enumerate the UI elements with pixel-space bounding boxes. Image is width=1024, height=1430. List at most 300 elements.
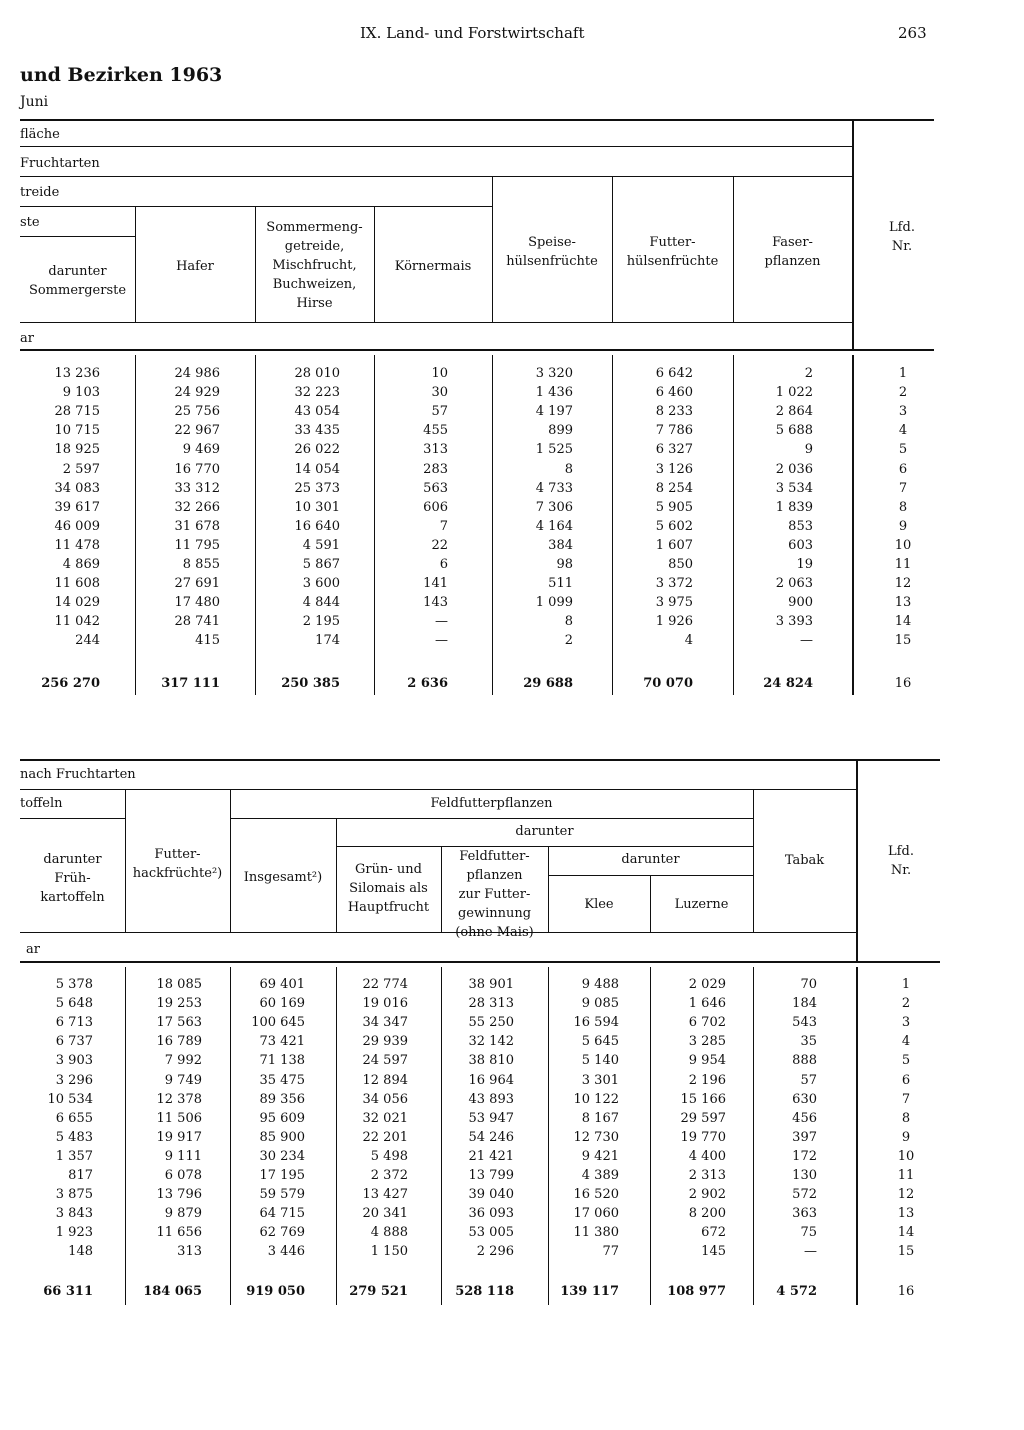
table-cell: 9 749 [164,1072,202,1088]
row-number: 14 [894,614,912,630]
row-number: 7 [898,480,908,496]
column-header: Insgesamt²) [243,870,323,885]
table-cell: 3 301 [581,1072,619,1088]
table-cell: 143 [423,595,448,611]
running-header: IX. Land- und Forstwirtschaft [360,24,585,42]
column-header: Hafer [176,259,214,274]
table-cell: 5 688 [775,423,813,439]
table-cell: 4 733 [535,480,573,496]
total-cell: 139 117 [560,1284,619,1299]
table-cell: 27 691 [174,576,220,592]
table-cell: 3 372 [655,576,693,592]
table-cell: 5 648 [55,996,93,1012]
rule [20,818,125,819]
rule [20,146,852,147]
table-cell: 17 480 [174,595,220,611]
table-cell: 6 327 [655,442,693,458]
header-darunter: darunter [515,824,574,839]
column-header: Luzerne [674,897,729,912]
table-cell: 8 167 [581,1110,619,1126]
page-number: 263 [898,24,927,42]
rule [20,759,940,761]
table-cell: 10 [431,366,448,381]
table-cell: 32 142 [468,1034,514,1050]
table-cell: 3 393 [775,614,813,630]
table-cell: 817 [68,1168,93,1183]
table-cell: 11 506 [156,1110,202,1126]
header-gerste: ste [20,215,40,230]
table-cell: 16 520 [573,1187,619,1203]
table-cell: 64 715 [259,1206,305,1222]
header-flaeche: fläche [20,127,60,142]
table-cell: 3 320 [535,366,573,381]
table-cell: 22 201 [362,1129,408,1145]
table-cell: 8 [564,614,573,630]
table-cell: 18 085 [156,977,202,992]
table-cell: 85 900 [259,1129,305,1145]
column-header: darunter Früh- kartoffeln [40,852,105,905]
table-cell: 2 372 [370,1168,408,1183]
table-cell: 455 [423,423,448,439]
table-cell: 70 [800,977,817,992]
table-cell: 1 525 [535,442,573,458]
table-cell: 4 869 [62,557,100,572]
table-cell: 19 770 [680,1129,726,1145]
table-cell: 888 [792,1053,817,1069]
rule [20,206,492,207]
total-cell: 279 521 [349,1284,408,1299]
table-cell: 24 929 [174,385,220,401]
table-cell: 11 042 [54,614,100,630]
table-cell: 13 236 [54,366,100,381]
table-cell: 28 741 [174,614,220,630]
table-cell: 28 313 [468,996,514,1012]
table-cell: 10 534 [47,1091,93,1107]
table-cell: 11 608 [54,576,100,592]
table-cell: 3 296 [55,1072,93,1088]
table-cell: 853 [788,518,813,534]
total-cell: 317 111 [161,676,220,691]
row-number: 4 [898,423,908,439]
table-cell: 39 040 [468,1187,514,1203]
table-cell: 25 756 [174,404,220,420]
table-cell: 19 016 [362,996,408,1012]
row-number: 1 [898,366,908,381]
table-cell: 2 063 [775,576,813,592]
table-cell: 43 893 [468,1091,514,1107]
table-cell: 283 [423,461,448,477]
rule [20,322,852,323]
table-cell: 5 602 [655,518,693,534]
table-cell: 2 296 [476,1244,514,1260]
table-cell: 60 169 [259,996,305,1012]
table-cell: 11 795 [174,537,220,553]
table-cell: 71 138 [259,1053,305,1069]
table-cell: 6 460 [655,385,693,401]
table-cell: 3 975 [655,595,693,611]
table-cell: 95 609 [259,1110,305,1126]
table-cell: 25 373 [294,480,340,496]
row-number: 9 [898,518,908,534]
table-cell: 3 843 [55,1206,93,1222]
total-cell: 108 977 [667,1284,726,1299]
table-cell: 17 060 [573,1206,619,1222]
table-cell: 89 356 [259,1091,305,1107]
table-cell: 8 [564,461,573,477]
row-number: 8 [898,499,908,515]
table-cell: 130 [792,1168,817,1183]
table-cell: 1 150 [370,1244,408,1260]
table-cell: 59 579 [259,1187,305,1203]
table-cell: 18 925 [54,442,100,458]
column-header: darunter Sommergerste [28,264,127,298]
table-cell: 34 056 [362,1091,408,1107]
table-cell: 10 715 [54,423,100,439]
table-cell: 7 [439,518,448,534]
total-cell: 184 065 [143,1284,202,1299]
total-cell: 250 385 [281,676,340,691]
table-cell: 2 195 [302,614,340,630]
table-cell: 900 [788,595,813,611]
table-cell: 9 488 [581,977,619,992]
table-cell: 14 029 [54,595,100,611]
table-cell: 16 964 [468,1072,514,1088]
column-header: Faser- pflanzen [764,235,821,269]
table-cell: 3 903 [55,1053,93,1069]
row-number: 9 [901,1129,911,1145]
table-cell: 11 380 [573,1225,619,1241]
rule [20,176,852,177]
table-cell: 35 475 [259,1072,305,1088]
table-cell: 39 617 [54,499,100,515]
table-cell: 32 021 [362,1110,408,1126]
column-header: Feldfutter- pflanzen zur Futter- gewinnung (ohne Mais) [455,849,534,940]
table-cell: 22 [431,537,448,553]
table-cell: 26 022 [294,442,340,458]
table-cell: 75 [800,1225,817,1241]
page-title: und Bezirken 1963 [20,64,223,86]
row-number: 3 [898,404,908,420]
table-cell: 4 389 [581,1168,619,1183]
table-cell: 19 917 [156,1129,202,1145]
table-cell: 16 640 [294,518,340,534]
table-cell: 6 642 [655,366,693,381]
table-cell: 9 879 [164,1206,202,1222]
table-cell: 1 022 [775,385,813,401]
column-header: Sommermeng- getreide, Mischfrucht, Buchweizen, Hirse [266,220,363,311]
table-cell: 603 [788,537,813,553]
table-cell: 20 341 [362,1206,408,1222]
row-number: 12 [897,1187,915,1203]
table-cell: 24 597 [362,1053,408,1069]
table-cell: 14 054 [294,461,340,477]
table-cell: 4 844 [302,595,340,611]
table-cell: 6 713 [55,1015,93,1031]
table-cell: 22 774 [362,977,408,992]
table-cell: 456 [792,1110,817,1126]
table-cell: 850 [668,557,693,572]
table-cell: 4 591 [302,537,340,553]
table-cell: 8 200 [688,1206,726,1222]
table-cell: 6 078 [164,1168,202,1183]
column-header: Tabak [784,853,825,868]
table-cell: 13 427 [362,1187,408,1203]
table-cell: 244 [75,633,100,649]
column-header: Futter- hülsenfrüchte [626,235,719,269]
table-cell: 1 357 [55,1148,93,1164]
table-cell: 21 421 [468,1148,514,1164]
total-cell: 70 070 [643,676,693,691]
table-cell: 2 [804,366,813,381]
table-cell: 145 [701,1244,726,1260]
table-cell: 1 099 [535,595,573,611]
table-cell: 384 [548,537,573,553]
table-cell: 5 378 [55,977,93,992]
row-number: 7 [901,1091,911,1107]
table-cell: 172 [792,1148,817,1164]
table-cell: 1 646 [688,996,726,1012]
header-getreide: treide [20,185,60,200]
total-cell: 29 688 [523,676,573,691]
rule [20,932,856,933]
table-cell: 1 839 [775,499,813,515]
table-cell: 2 597 [62,461,100,477]
row-number: 10 [894,537,912,553]
table-cell: 606 [423,499,448,515]
row-number: 2 [901,996,911,1012]
table-cell: 8 233 [655,404,693,420]
total-cell: 4 572 [776,1284,817,1299]
table-cell: 57 [800,1072,817,1088]
table-cell: 313 [177,1244,202,1260]
table-cell: 5 498 [370,1148,408,1164]
table-cell: 12 894 [362,1072,408,1088]
table-cell: 36 093 [468,1206,514,1222]
table-cell: 563 [423,480,448,496]
total-cell: 919 050 [246,1284,305,1299]
table-cell: 34 083 [54,480,100,496]
table-cell: 4 400 [688,1148,726,1164]
row-number: 6 [898,461,908,477]
row-number: 14 [897,1225,915,1241]
table-cell: 3 446 [267,1244,305,1260]
table-cell: 9 085 [581,996,619,1012]
table-cell: 2 [564,633,573,649]
table-cell: 57 [431,404,448,420]
table-cell: 543 [792,1015,817,1031]
row-number: 16 [897,1284,915,1299]
table-cell: 363 [792,1206,817,1222]
table-cell: 19 253 [156,996,202,1012]
header-kartoffeln: toffeln [20,796,63,811]
table-cell: 16 594 [573,1015,619,1031]
rule [20,119,934,121]
row-number: 6 [901,1072,911,1088]
table-cell: 55 250 [468,1015,514,1031]
table-cell: 3 600 [302,576,340,592]
table-cell: 148 [68,1244,93,1260]
rule [20,349,934,351]
row-number: 5 [901,1053,911,1069]
row-number: 4 [901,1034,911,1050]
page-subtitle: Juni [20,94,49,110]
table-cell: 6 737 [55,1034,93,1050]
table-cell: 5 483 [55,1129,93,1145]
table-cell: 899 [548,423,573,439]
table-cell: 9 111 [164,1148,202,1164]
table-cell: 6 [439,557,448,572]
rule [20,236,135,237]
total-cell: 528 118 [455,1284,514,1299]
column-header: Klee [584,897,614,912]
table-cell: 30 234 [259,1148,305,1164]
table-cell: 672 [701,1225,726,1241]
table-cell: 313 [423,442,448,458]
table-cell: 28 715 [54,404,100,420]
table-cell: 2 313 [688,1168,726,1183]
total-cell: 66 311 [43,1284,93,1299]
table-cell: 12 730 [573,1129,619,1145]
table-cell: 5 867 [302,557,340,572]
table-cell: 174 [315,633,340,649]
table-cell: 46 009 [54,518,100,534]
table-cell: 77 [602,1244,619,1260]
header-nach-fruchtarten: nach Fruchtarten [20,767,136,782]
table-cell: 33 435 [294,423,340,439]
table-cell: 7 786 [655,423,693,439]
table-cell: 100 645 [251,1015,305,1031]
rule [20,961,940,963]
table-cell: 2 029 [688,977,726,992]
table-cell: 17 195 [259,1168,305,1183]
table-cell: 35 [800,1034,817,1050]
table-cell: 98 [556,557,573,572]
table-cell: 28 010 [294,366,340,381]
table-cell: 43 054 [294,404,340,420]
table-cell: 13 799 [468,1168,514,1183]
table-cell: 12 378 [156,1091,202,1107]
table-cell: 6 702 [688,1015,726,1031]
table-cell: 7 992 [164,1053,202,1069]
rule [856,967,858,1305]
row-number: 13 [897,1206,915,1222]
table-cell: 511 [548,576,573,592]
row-number: 16 [894,676,912,691]
column-header: Körnermais [394,259,472,274]
table-cell: — [435,614,448,630]
table-cell: 397 [792,1129,817,1145]
table-cell: 3 534 [775,480,813,496]
table-cell: 572 [792,1187,817,1203]
table-cell: 30 [431,385,448,401]
header-fruchtarten: Fruchtarten [20,156,100,171]
row-number: 8 [901,1110,911,1126]
row-number: 2 [898,385,908,401]
table-cell: 9 421 [581,1148,619,1164]
table-cell: 4 888 [370,1225,408,1241]
table-cell: 9 954 [688,1053,726,1069]
table-cell: 13 796 [156,1187,202,1203]
table-cell: 8 855 [182,557,220,572]
table-cell: 62 769 [259,1225,305,1241]
table-cell: 53 005 [468,1225,514,1241]
rule [230,818,753,819]
column-header: Grün- und Silomais als Hauptfrucht [347,862,430,915]
table-cell: 1 923 [55,1225,93,1241]
table-cell: 6 655 [55,1110,93,1126]
column-header: Lfd. Nr. [888,844,914,878]
table-cell: 2 902 [688,1187,726,1203]
table-cell: 16 770 [174,461,220,477]
table-cell: 630 [792,1091,817,1107]
table-cell: 2 196 [688,1072,726,1088]
table-cell: 184 [792,996,817,1012]
table-cell: 3 285 [688,1034,726,1050]
rule [20,789,856,790]
table-cell: — [435,633,448,649]
table-cell: 4 [684,633,693,649]
unit-label: ar [20,331,34,346]
row-number: 11 [897,1168,915,1183]
table-cell: 8 254 [655,480,693,496]
table-cell: 10 122 [573,1091,619,1107]
table-cell: 31 678 [174,518,220,534]
table-cell: 38 810 [468,1053,514,1069]
table-cell: 415 [195,633,220,649]
table-cell: 1 436 [535,385,573,401]
table-cell: 2 036 [775,461,813,477]
row-number: 5 [898,442,908,458]
table-cell: 9 [804,442,813,458]
header-darunter-klee-luzerne: darunter [621,852,680,867]
table-cell: 7 306 [535,499,573,515]
header-feldfutterpflanzen: Feldfutterpflanzen [430,796,553,811]
table-cell: 9 103 [62,385,100,401]
table-cell: 141 [423,576,448,592]
row-number: 15 [894,633,912,649]
table-cell: 1 926 [655,614,693,630]
column-header: Speise- hülsenfrüchte [506,235,598,269]
table-cell: 11 478 [54,537,100,553]
table-cell: 38 901 [468,977,514,992]
table-cell: 3 875 [55,1187,93,1203]
row-number: 11 [894,557,912,572]
table-cell: 9 469 [182,442,220,458]
table-cell: 17 563 [156,1015,202,1031]
total-cell: 256 270 [41,676,100,691]
table-cell: 16 789 [156,1034,202,1050]
table-cell: 2 864 [775,404,813,420]
table-cell: 32 223 [294,385,340,401]
table-cell: 32 266 [174,499,220,515]
table-cell: 5 140 [581,1053,619,1069]
row-number: 15 [897,1244,915,1260]
table-cell: 5 645 [581,1034,619,1050]
table-cell: 15 166 [680,1091,726,1107]
table-cell: 19 [796,557,813,572]
column-header: Lfd. Nr. [889,220,915,254]
table-cell: 33 312 [174,480,220,496]
table-cell: 34 347 [362,1015,408,1031]
table-cell: 4 164 [535,518,573,534]
unit-label: ar [26,942,40,957]
table-cell: 53 947 [468,1110,514,1126]
table-cell: 10 301 [294,499,340,515]
row-number: 3 [901,1015,911,1031]
rule [852,355,854,695]
row-number: 12 [894,576,912,592]
table-cell: 54 246 [468,1129,514,1145]
